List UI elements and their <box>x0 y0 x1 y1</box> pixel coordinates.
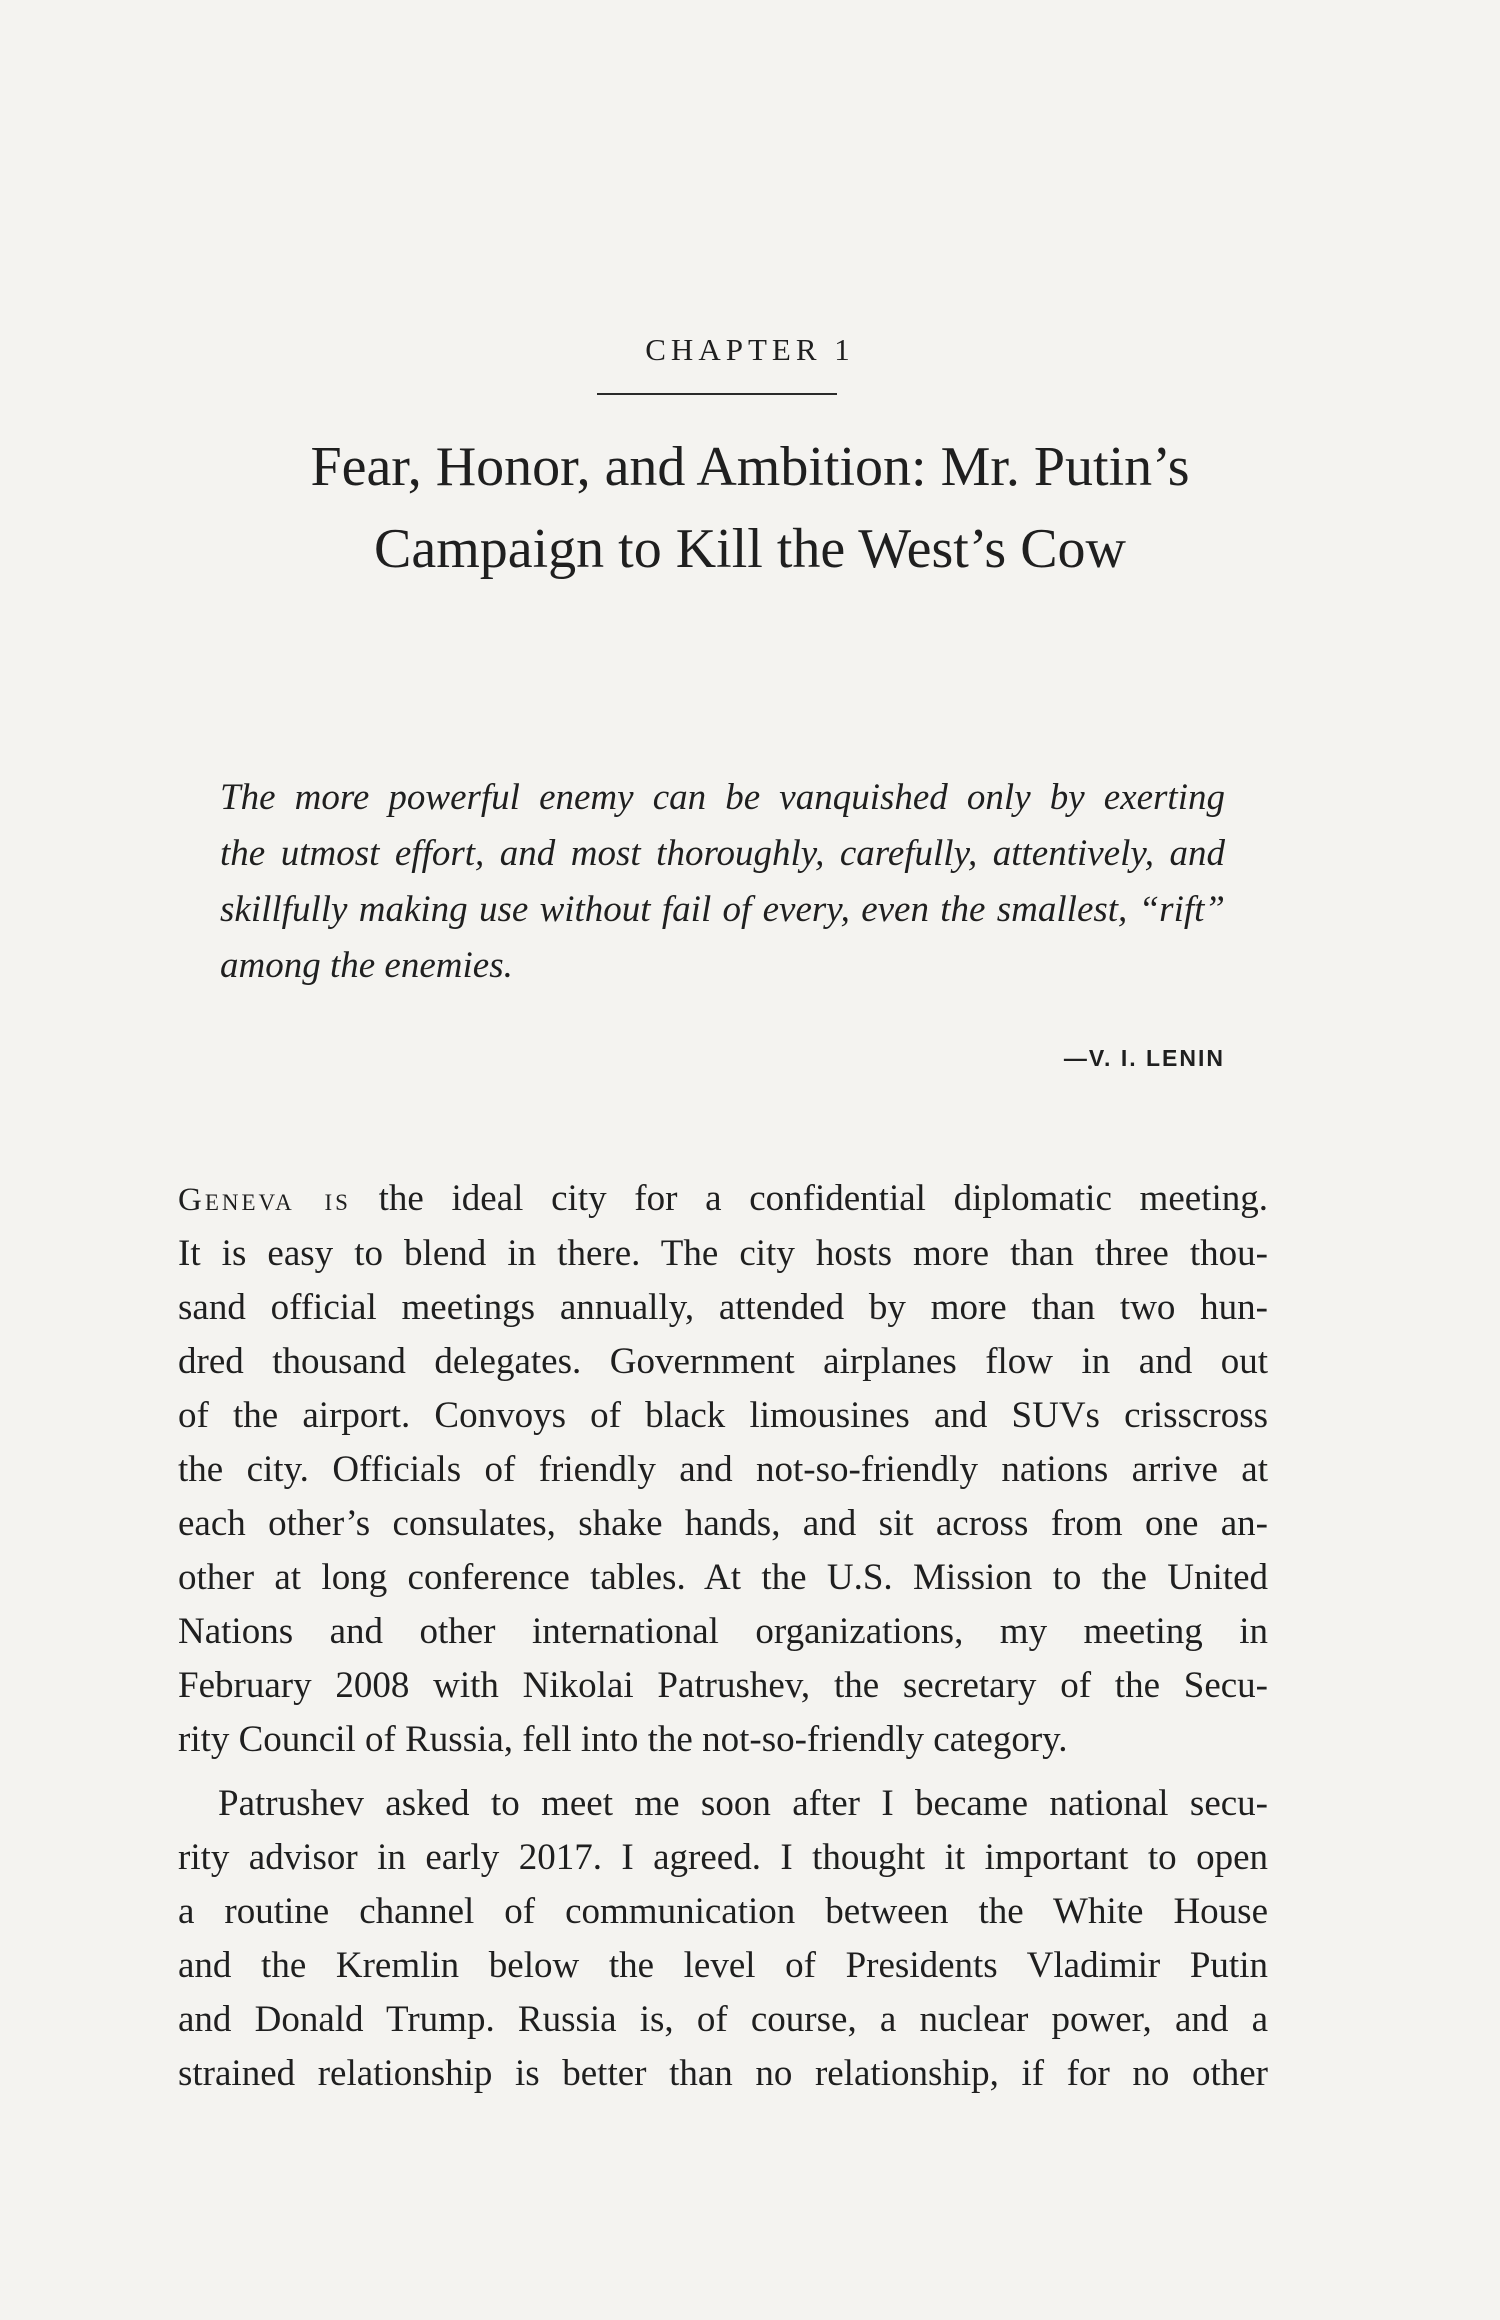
paragraph-2-line: strained relationship is better than no relationship, if for no other <box>178 2053 1268 2094</box>
paragraph-1-line <box>178 1172 1268 1227</box>
paragraph-1-line: rity Council of Russia, fell into the not-so-friendly category. <box>178 1719 1068 1760</box>
chapter-label: CHAPTER 1 <box>645 332 855 367</box>
epigraph-quote <box>220 770 1225 994</box>
paragraph-1-line: the city. Officials of friendly and not-so-friendly nations arrive at <box>178 1449 1268 1490</box>
paragraph-1-line: other at long conference tables. At the U.S. Mission to the United <box>178 1557 1268 1598</box>
paragraph-1-line: sand official meetings annually, attended by more than two hun- <box>178 1287 1268 1328</box>
body-text <box>178 1172 1268 2101</box>
epigraph-attribution: —V. I. LENIN <box>1063 1045 1225 1071</box>
paragraph-2-line: rity advisor in early 2017. I agreed. I thought it important to open <box>178 1837 1268 1878</box>
paragraph-1-line: It is easy to blend in there. The city hosts more than three thou- <box>178 1233 1268 1274</box>
paragraph-2-line: and the Kremlin below the level of Presidents Vladimir Putin <box>178 1945 1268 1986</box>
epigraph-line: the utmost effort, and most thoroughly, carefully, attentively, and <box>220 833 1225 874</box>
epigraph-line: among the enemies. <box>220 945 513 986</box>
paragraph-1-line: February 2008 with Nikolai Patrushev, the secretary of the Secu- <box>178 1665 1268 1706</box>
chapter-rule-divider <box>597 393 837 395</box>
paragraph-1-first-line-text: the ideal city for a confidential diplomatic meeting. <box>350 1178 1268 1219</box>
chapter-title <box>0 426 1500 590</box>
chapter-title-line: Fear, Honor, and Ambition: Mr. Putin’s <box>310 436 1190 498</box>
paragraph-gap <box>178 1767 1268 1777</box>
epigraph-line: skillfully making use without fail of every, even the smallest, “rift” <box>220 889 1225 930</box>
chapter-title-line: Campaign to Kill the West’s Cow <box>374 518 1126 580</box>
paragraph-1-line: each other’s consulates, shake hands, and sit across from one an- <box>178 1503 1268 1544</box>
paragraph-2-line: Patrushev asked to meet me soon after I became national secu- <box>218 1783 1268 1824</box>
paragraph-1-line: Nations and other international organizations, my meeting in <box>178 1611 1268 1652</box>
paragraph-2-line: and Donald Trump. Russia is, of course, a nuclear power, and a <box>178 1999 1268 2040</box>
paragraph-1-line: of the airport. Convoys of black limousines and SUVs crisscross <box>178 1395 1268 1436</box>
paragraph-1-line: dred thousand delegates. Government airplanes flow in and out <box>178 1341 1268 1382</box>
paragraph-2-line: a routine channel of communication between the White House <box>178 1891 1268 1932</box>
epigraph-line: The more powerful enemy can be vanquished only by exerting <box>220 777 1225 818</box>
opening-small-caps: Geneva is <box>178 1182 351 1218</box>
